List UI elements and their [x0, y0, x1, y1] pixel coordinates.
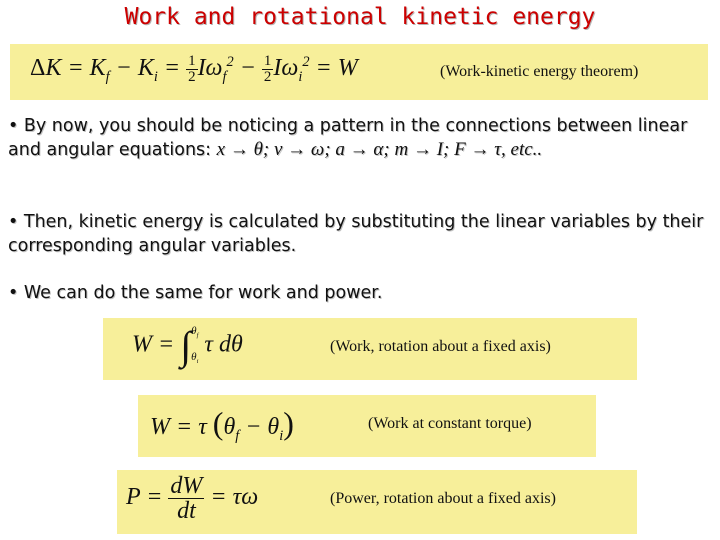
theorem-equation: $\Delta K = K_f - K_i$ = $\frac{1}{2}$ $I\omega_f^2$ − $\frac{1}{2}$ $I\omega_i^2 = W$: [30, 53, 358, 85]
bullet-kinetic: • Then, kinetic energy is calculated by substituting the linear variables by their corresponding angular variables.: [8, 212, 704, 256]
work-integral-equation: W = ∫ $\theta_f$ $\theta_i$ τ dθ: [132, 322, 243, 368]
work-torque-equation: W = τ $(\theta_f - \theta_i)$: [150, 405, 294, 444]
power-equation: P = $\frac{dW}{dt}$ = τω: [126, 473, 259, 524]
power-note: (Power, rotation about a fixed axis): [330, 490, 556, 507]
page-title: Work and rotational kinetic energy: [124, 4, 596, 30]
theorem-note: (Work-kinetic energy theorem): [440, 63, 639, 80]
bullet-work-power: • We can do the same for work and power.: [8, 283, 383, 303]
work-torque-note: (Work at constant torque): [368, 415, 532, 432]
bullet-pattern-text: • By now, you should be noticing a pattern in the connections between linear and angular equations:: [8, 116, 688, 160]
work-integral-note: (Work, rotation about a fixed axis): [330, 338, 551, 355]
bullet-pattern-math: x → θ; v → ω; a → α; m → I; F → τ, etc..: [216, 139, 543, 160]
bullet-pattern: [8, 114, 714, 162]
